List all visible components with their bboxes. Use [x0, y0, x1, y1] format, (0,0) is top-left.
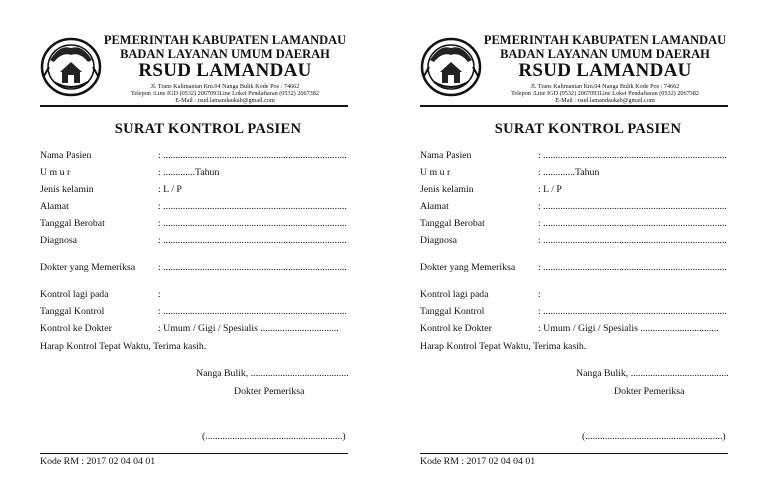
header-agency: BADAN LAYANAN UMUM DAERAH — [120, 47, 330, 61]
header-email: E-Mail : rsud.lamandaukab@gmail.com — [555, 97, 655, 104]
field-label: Alamat — [40, 201, 69, 212]
field-value: : ........................................................................... — [538, 218, 727, 229]
field-value: : ........................................................................... — [158, 218, 347, 229]
field-value: : Umum / Gigi / Spesialis ................................ — [158, 323, 339, 334]
field-value: : ........................................................................... — [538, 235, 727, 246]
field-label: Dokter yang Memeriksa — [40, 262, 136, 273]
field-label: Dokter yang Memeriksa — [420, 262, 516, 273]
field-value: : ........................................................................... — [158, 306, 347, 317]
field-label: Nama Pasien — [420, 150, 472, 161]
closing-note: Harap Kontrol Tepat Waktu, Terima kasih. — [40, 341, 207, 352]
field-label: U m u r — [420, 167, 451, 178]
closing-note: Harap Kontrol Tepat Waktu, Terima kasih. — [420, 341, 587, 352]
control-form-right — [418, 0, 738, 503]
field-label: Kontrol lagi pada — [420, 289, 489, 300]
signature-line: (........................................................) — [582, 431, 726, 442]
header-phone: Telepon :Line IGD (0532) 2067093Line Loket Pendaftaran (0532) 2067382 — [131, 90, 319, 97]
header-address: Jl. Trans Kalimantan Km.04 Nanga Bulik Kode Pos : 74662 — [150, 83, 300, 90]
field-value: : L / P — [158, 184, 182, 195]
field-value: : ........................................................................... — [158, 150, 347, 161]
field-label: Tanggal Berobat — [420, 218, 485, 229]
header-hospital-name: RSUD LAMANDAU — [138, 60, 312, 81]
field-label: Kontrol ke Dokter — [40, 323, 112, 334]
field-value: : L / P — [538, 184, 562, 195]
field-label: Tanggal Kontrol — [40, 306, 105, 317]
signer-title: Dokter Pemeriksa — [614, 386, 685, 397]
field-value: : — [538, 289, 541, 300]
field-value: : Umum / Gigi / Spesialis ................................ — [538, 323, 719, 334]
field-label: Jenis kelamin — [40, 184, 94, 195]
medical-record-code: Kode RM : 2017 02 04 04 01 — [40, 456, 156, 467]
form-title: SURAT KONTROL PASIEN — [494, 121, 682, 137]
field-label: Kontrol ke Dokter — [420, 323, 492, 334]
field-label: Jenis kelamin — [420, 184, 474, 195]
field-value: : ........................................................................... — [158, 262, 347, 273]
lamandau-regency-emblem-logo — [40, 36, 102, 98]
field-value: : ........................................................................... — [158, 201, 347, 212]
header-divider — [40, 105, 348, 107]
field-value: : .............Tahun — [158, 167, 220, 178]
control-form-left — [38, 0, 358, 503]
lamandau-regency-emblem-logo — [420, 36, 482, 98]
header-phone: Telepon :Line IGD (0532) 2067093Line Loket Pendaftaran (0532) 2067382 — [511, 90, 699, 97]
field-value: : ........................................................................... — [158, 235, 347, 246]
header-divider — [420, 105, 728, 107]
field-value: : ........................................................................... — [538, 262, 727, 273]
field-label: Alamat — [420, 201, 449, 212]
field-label: Tanggal Kontrol — [420, 306, 485, 317]
signer-title: Dokter Pemeriksa — [234, 386, 305, 397]
header-agency: BADAN LAYANAN UMUM DAERAH — [500, 47, 710, 61]
place-date-line: Nanga Bulik, ........................................ — [576, 368, 729, 379]
field-value: : — [158, 289, 161, 300]
footer-divider — [40, 453, 348, 454]
field-label: Tanggal Berobat — [40, 218, 105, 229]
field-value: : ........................................................................... — [538, 150, 727, 161]
field-label: U m u r — [40, 167, 71, 178]
header-government: PEMERINTAH KABUPATEN LAMANDAU — [483, 33, 727, 47]
header-address: Jl. Trans Kalimantan Km.04 Nanga Bulik Kode Pos : 74662 — [530, 83, 680, 90]
field-value: : .............Tahun — [538, 167, 600, 178]
medical-record-code: Kode RM : 2017 02 04 04 01 — [420, 456, 536, 467]
field-label: Diagnosa — [40, 235, 78, 246]
header-government: PEMERINTAH KABUPATEN LAMANDAU — [103, 33, 347, 47]
field-label: Kontrol lagi pada — [40, 289, 109, 300]
field-label: Nama Pasien — [40, 150, 92, 161]
footer-divider — [420, 453, 728, 454]
form-title: SURAT KONTROL PASIEN — [114, 121, 302, 137]
place-date-line: Nanga Bulik, ........................................ — [196, 368, 349, 379]
header-email: E-Mail : rsud.lamandaukab@gmail.com — [175, 97, 275, 104]
field-label: Diagnosa — [420, 235, 458, 246]
header-hospital-name: RSUD LAMANDAU — [518, 60, 692, 81]
field-value: : ........................................................................... — [538, 306, 727, 317]
signature-line: (........................................................) — [202, 431, 346, 442]
field-value: : ........................................................................... — [538, 201, 727, 212]
